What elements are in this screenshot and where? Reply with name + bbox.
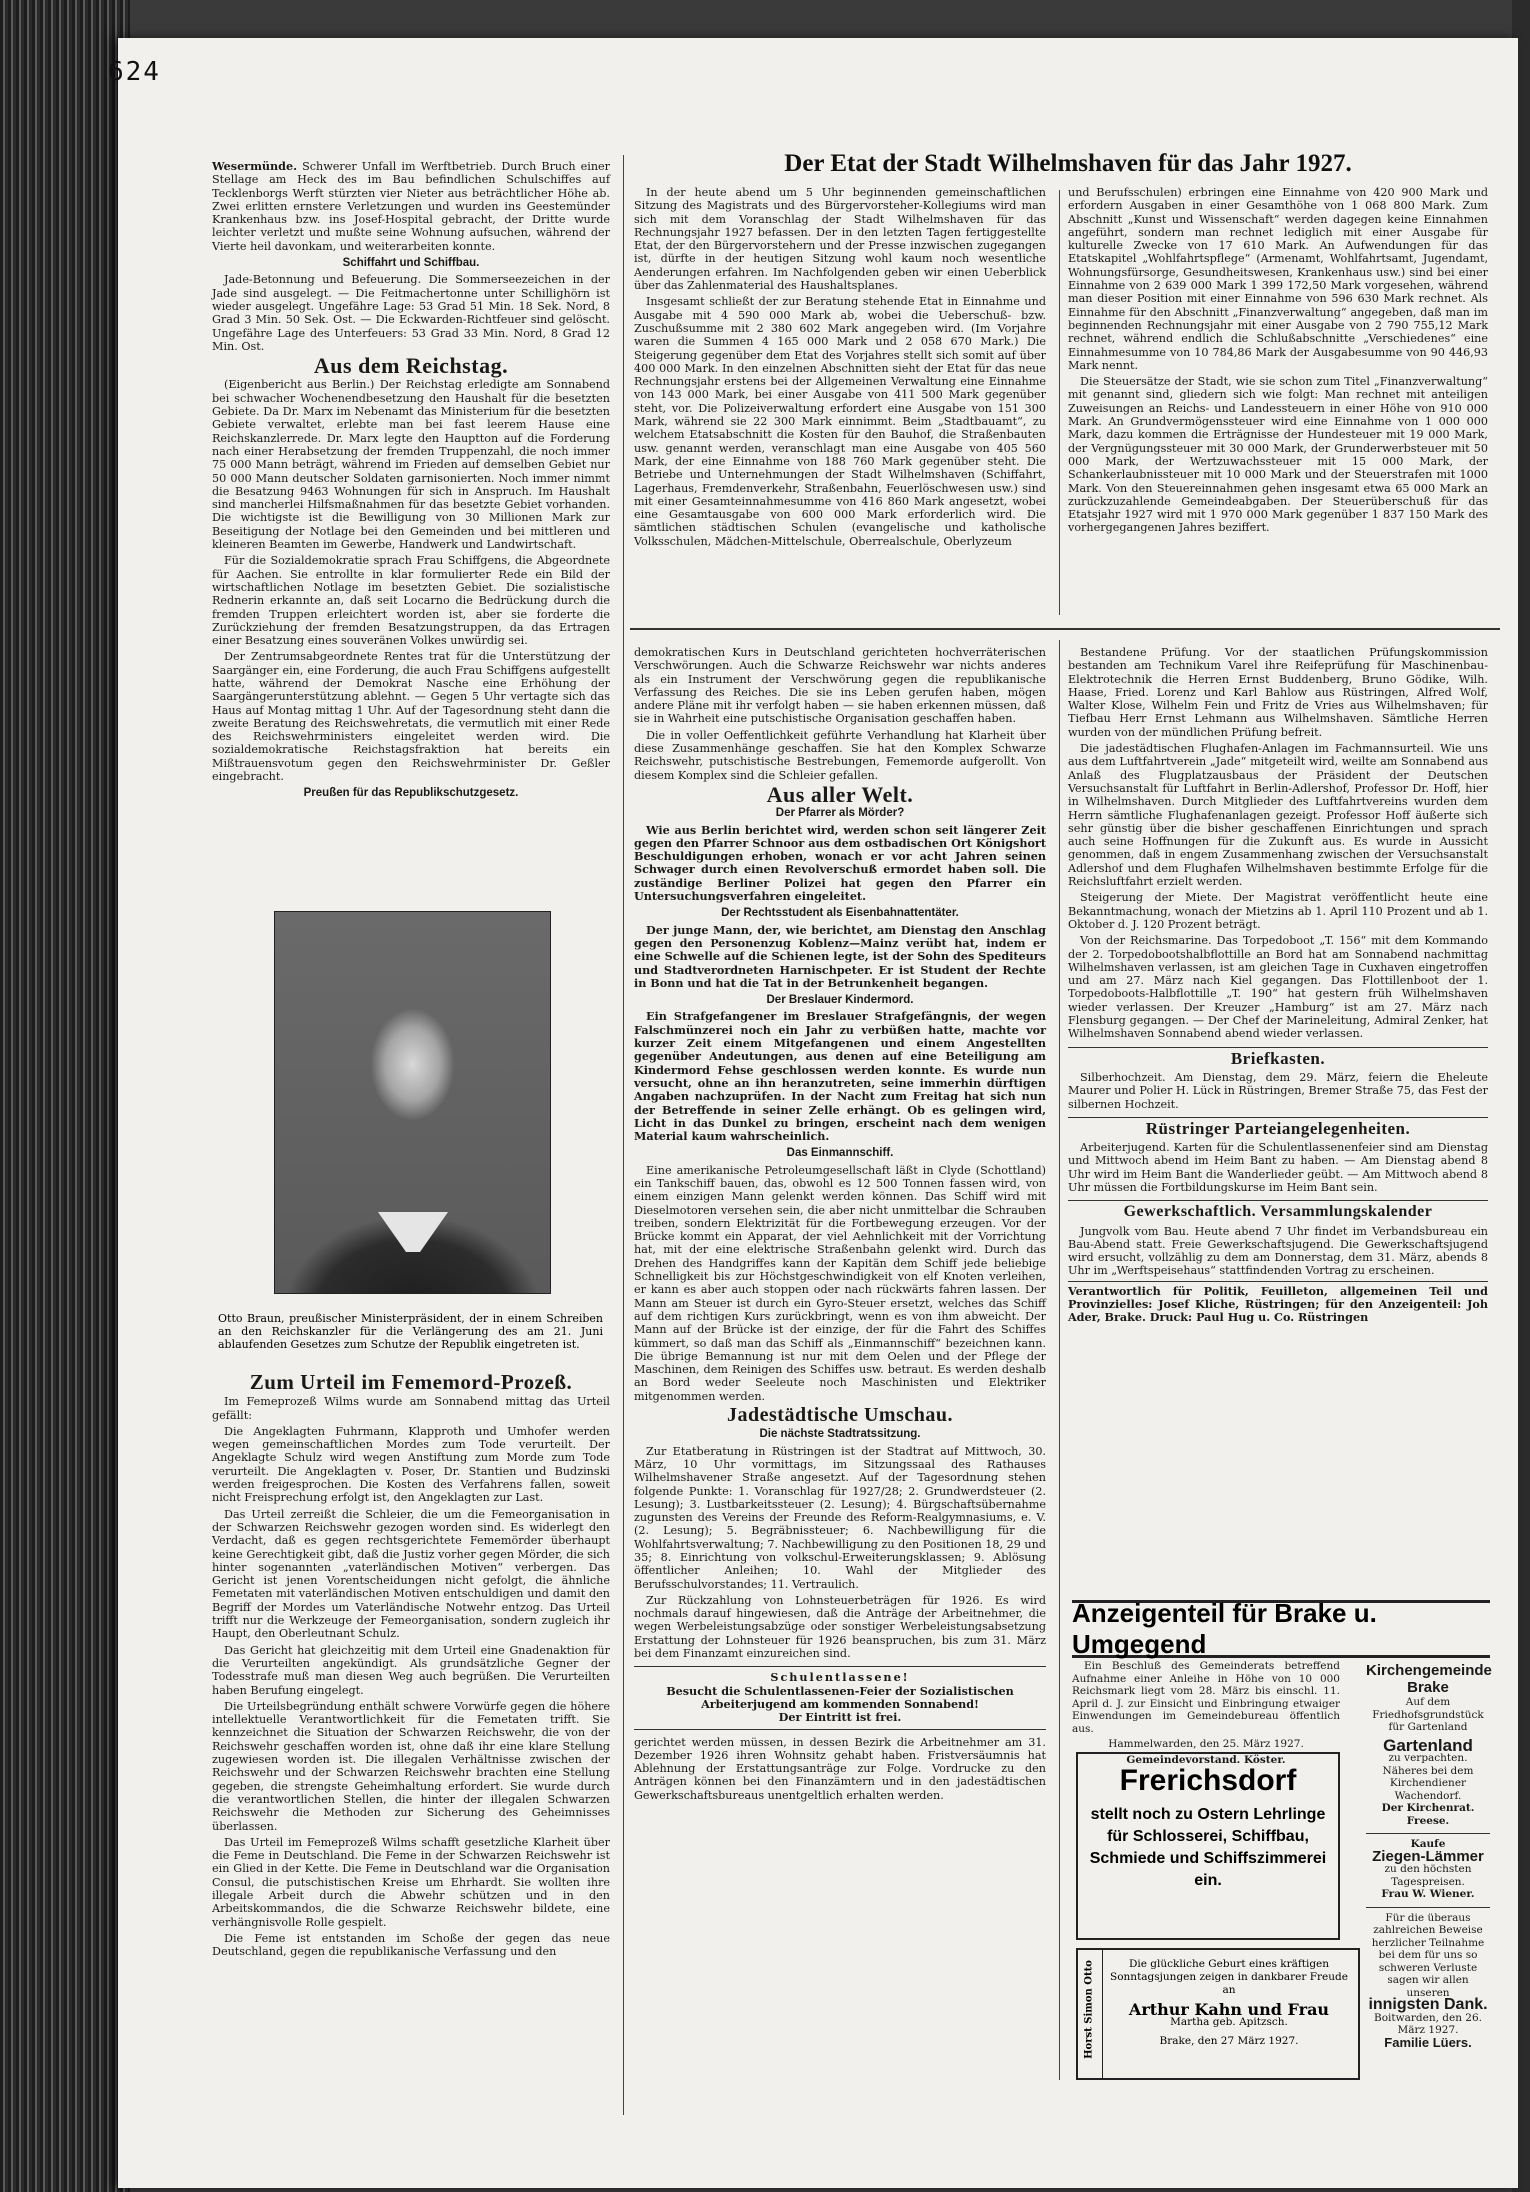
right-small-ads [1366, 1662, 1490, 2049]
photo-caption: Otto Braun, preußischer Ministerpräsident, der in einem Schreiben an den Reichskanzler für die Verlängerung des am 21. Juni ablaufenden Gesetzes zum Schutze der Republik eingetreten ist. [218, 1312, 603, 1351]
femeprozess-p2: Die Angeklagten Fuhrmann, Klapproth und Umhofer werden wegen gemeinschaftlichen Mordes zum Tode verurteilt. Der Angeklagte Schulz wird wegen Anstiftung zum Morde zum Tode verurteilt. Die Angeklagten v. Poser, Dr. Stantien und Budzinski werden freigesprochen. Die Kosten des Verfahrens fallen, soweit nicht Freisprechung erfolgt ist, den Angeklagten zur Last. [212, 1424, 610, 1505]
frerichsdorf-text: stellt noch zu Ostern Lehrlinge für Schlosserei, Schiffbau, Schmiede und Schiffszimmerei ein. [1089, 1806, 1327, 1889]
reichstag-p1: (Eigenbericht aus Berlin.) Der Reichstag erledigte am Sonnabend bei schwacher Wochenendbesetzung den Haushalt für die besetzten Gebiete. Da Dr. Marx im Nebenamt das Ministerium für die besetzten Gebiete verwaltet, erlebte man bei fast leerem Hause eine Reichskanzlerrede. Dr. Marx legte den Hauptton auf die Forderung nach einer Herabsetzung der fremden Truppenzahl, die noch immer 75 000 Mann beträgt, während im Frieden auf demselben Gebiet nur 50 000 Mann deutscher Soldaten garnisonierten. Noch immer nimmt die Besatzung 9463 Wohnungen für sich in Anspruch. Im Haushalt sind mancherlei Hilfsmaßnahmen für das besetzte Gebiet vorhanden. Die wichtigste ist die Bewilligung von 30 Millionen Mark zur Beseitigung der Notlage bei den Gemeinden und bei mittleren und kleineren Beamten im Gewerbe, Handwerk und Landwirtschaft. [212, 378, 610, 552]
dank-heading: innigsten Dank. [1368, 1996, 1488, 2013]
column-rule [623, 155, 624, 2115]
femeprozess-p3: Das Urteil zerreißt die Schleier, die um die Femeorganisation in der Schwarzen Reichswehr gezogen worden sind. Es widerlegt den Verdacht, daß es gegen rechtsgerichtete Fememörder überhaupt keine Gerechtigkeit gibt, daß die Justiz vorher gegen Mörder, die sich hinter sogenannten „vaterländischen Motiven“ verbergen. Das Gericht ist jenen Vorentscheidungen nicht gefolgt, die ähnliche Femetaten mit vaterländischen Motiven entschuldigen und damit den Begriff der Mordes um Vaterländische Notwehr entzog. Das Urteil trifft nur die Werkzeuge der Femeorganisation, sondern zugleich ihr Haupt, den Oberleutnant Schulz. [212, 1507, 610, 1641]
etat-column-1 [634, 186, 1046, 551]
marine-text: Von der Reichsmarine. Das Torpedoboot „T. 156“ mit dem Kommando der 2. Torpedobootshalbflottille an Bord hat am Sonnabend nachmittag Wilhelmshaven verlassen, ist am gleichen Tage in Cuxhaven eingetroffen und am 27. März nach Kiel gegangen. Das Flottillenboot der 1. Torpedoboots-Halbflottille „T. 190“ hat gestern früh Wilhelmshaven wieder verlassen. Der Kreuzer „Hamburg“ ist am 27. März nach Flensburg gegangen. — Der Chef der Marineleitung, Admiral Zenker, hat Wilhelmshaven Sonnabend abend wieder verlassen. [1068, 934, 1488, 1041]
breslau-text: Ein Strafgefangener im Breslauer Strafgefängnis, der wegen Falschmünzerei noch ein Jahr zu verbüßen hatte, machte vor kurzer Zeit einem Mitgefangenen und einem Angestellten gegenüber Andeutungen, aus denen auf eine Beteiligung am Kindermord Fehse geschlossen werden konnte. Es wurde nun versucht, ohne an ihn heranzutreten, seine immerhin dürftigen Angaben nachzuprüfen. In der Nacht zum Freitag hat sich nun der Betreffende in seiner Zelle erhängt. Ob es gelingen wird, Licht in das Dunkel zu bringen, erscheint nach dem wenigen Material kaum wahrscheinlich. [634, 1009, 1046, 1144]
femeprozess-p4: Das Gericht hat gleichzeitig mit dem Urteil eine Gnadenaktion für die Verurteilten angekündigt. Als grundsätzliche Gegner der Todesstrafe muß man diesen Weg auch begrüßen. Die Verurteilten haben Berufung eingelegt. [212, 1643, 610, 1697]
student-text: Der junge Mann, der, wie berichtet, am Dienstag den Anschlag gegen den Personenzug Koblenz—Mainz verübt hat, indem er eine Schwelle auf die Schienen legte, ist der Sohn des Spediteurs und Stadtverordneten Harnischpeter. Er ist Student der Rechte in Bonn und hat die Tat in der Betrunkenheit begangen. [634, 922, 1046, 990]
birth-names: Arthur Kahn und Frau [1128, 2000, 1330, 2019]
breslau-heading: Der Breslauer Kindermord. [766, 994, 914, 1007]
right-column [1068, 646, 1488, 1328]
birth-ad [1076, 1948, 1360, 2080]
left-column [212, 160, 610, 804]
left-column-lower [212, 1370, 610, 1961]
femeprozess-p7: Die Feme ist entstanden im Schoße der gegen das neue Deutschland, gegen die republikanische Verfassung und den [212, 1931, 610, 1959]
flughafen-text: Die jadestädtischen Flughafen-Anlagen im Fachmannsurteil. Wie uns aus dem Luftfahrtverein „Jade“ mitgeteilt wird, weilte am Sonnabend aus Anlaß des Flugplatzausbaus der Präsident der Deutschen Versuchsanstalt für Luftfahrt in Berlin-Adlershof, Professor Dr. Hoff, hier in Wilhelmshaven. Durch Mitglieder des Luftfahrtvereins wurden dem Herrn sämtliche Flughafenanlagen gezeigt. Professor Hoff äußerte sich sehr günstig über die bisher geschaffenen Einrichtungen und sprach auch seine Hoffnungen für die Zukunft aus. Es wurde in Aussicht genommen, daß in engem Zusammenhang zwischen der Versuchsanstalt Adlershof und dem Flughafen Wilhelmshaven bestimmte Erfolge für die Reichsluftfahrt erzielt werden. [1068, 742, 1488, 889]
gemeinde-ad-place: Hammelwarden, den 25. März 1927. [1108, 1738, 1304, 1750]
section-rule [630, 628, 1500, 630]
etat-p3: und Berufsschulen) erbringen eine Einnahme von 420 900 Mark und erfordern Ausgaben in einer Gesamthöhe von 1 068 800 Mark. Zum Abschnitt „Kunst und Wissenschaft“ werden dagegen keine Einnahmen angeführt, sondern man rechnet lediglich mit einer Ausgabe für kulturelle Zwecke von 17 610 Mark. An Aufwendungen für das Etatskapitel „Wohlfahrtspflege“ (Armenamt, Wohlfahrtsamt, Jugendamt, Wohnungsfürsorge, Gesundheitswesen, Krankenhaus usw.) sind bei einer Einnahme von 2 639 000 Mark 1 399 172,50 Mark vorgesehen, während man dieser Position mit einer Einnahme von 596 630 Mark rechnet. Als Einnahme für den Abschnitt „Finanzverwaltung“ angegeben, daß man im beginnenden Rechnungsjahr mit einer Ausgabe von 2 790 755,12 Mark rechnet, während endlich die Schlußabschnitte „Verschiedenes“ eine Einnahmesumme von 10 784,86 Mark der Ausgabesumme von 90 446,93 Mark nennt. [1068, 186, 1488, 372]
garten-text: zu verpachten. Näheres bei dem Kirchendiener Wachendorf. [1382, 1752, 1474, 1802]
partei-heading: Rüstringer Parteiangelegenheiten. [1068, 1117, 1488, 1135]
column-rule [1059, 190, 1060, 615]
femeprozess-heading: Zum Urteil im Fememord-Prozeß. [249, 1370, 573, 1394]
lohn-text: Zur Rückzahlung von Lohnsteuerbeträgen für 1926. Es wird nochmals darauf hingewiesen, daß die Anträge der Arbeitnehmer, die wegen Werbeleistungsabzüge oder sonstiger Werbeleistungsabsetzung Erstattung der Lohnsteuer für 1926 beanspruchen, bis zum 31. März bei dem Finanzamt einzureichen sind. [634, 1593, 1046, 1661]
anzeigen-banner: Anzeigenteil für Brake u. Umgegend [1072, 1598, 1377, 1659]
portrait-photo [274, 911, 551, 1294]
freese: Freese. [1406, 1814, 1450, 1827]
birth-maiden: Martha geb. Apitzsch. [1170, 2016, 1288, 2028]
femeprozess-p6: Das Urteil im Femeprozeß Wilms schafft gesetzliche Klarheit über die Feme in Deutschland. Die Feme in der Schwarzen Reichswehr ist ein Glied in der Kette. Die Feme in Deutschland war die Organisation Consul, die putschistischen Kreise um Ehrhardt. Sie wollten ihre illegale Arbeit durch die Abwehr schützen und in den Arbeitskommandos, die die Schwarze Reichswehr bildete, eine verhängnisvolle Rolle gespielt. [212, 1835, 610, 1929]
reichstag-p2: Für die Sozialdemokratie sprach Frau Schiffgens, die Abgeordnete für Aachen. Sie entrollte in klar formulierter Rede ein Bild der wirtschaftlichen Notlage im besetzten Gebiet. Die sozialistische Rednerin erkannte an, daß seit Locarno die Bedrückung durch die fremden Truppen erleichtert worden ist, aber sie forderte die Zurückziehung der fremden Besatzungstruppen, da das Ertragen einer Besatzung eines souveränen Volkes unwürdig sei. [212, 554, 610, 648]
partei-text: Arbeiterjugend. Karten für die Schulentlassenenfeier sind am Dienstag und Mittwoch abend im Heim Bant zu haben. — Am Dienstag abend 8 Uhr wird im Heim Bant die Wanderlieder geübt. — Am Mittwoch abend 8 Uhr müssen die Fortbildungskurse im Heim Bant sein. [1068, 1141, 1488, 1194]
femeprozess-p5: Die Urteilsbegründung enthält schwere Vorwürfe gegen die höhere intellektuelle Verantwortlichkeit für die Femetaten trifft. Sie kennzeichnet die Situation der Schwarzen Reichswehr, die von der Reichswehr geschaffen worden ist, ohne daß ihr eine klare Stellung zugewiesen worden ist. Die illegalen Verhältnisse zwischen der Reichswehr und der Schwarzen Reichswehr brachten eine Stellung gegeben, die strengste Geheimhaltung erfordert. Sie wurde durch die verantwortlichen Stellen, die hinter der illegalen Schwarzen Reichswehr die Methoden zur Sicherung des Geheimnisses überlassen. [212, 1699, 610, 1833]
schiff-heading: Das Einmannschiff. [786, 1147, 894, 1160]
birth-side-box [1078, 1950, 1103, 2078]
birth-text: Die glückliche Geburt eines kräftigen Sonntagsjungen zeigen in dankbarer Freude an [1110, 1958, 1348, 1996]
welt-heading: Aus aller Welt. [766, 781, 914, 807]
kirchenrat: Der Kirchenrat. [1381, 1802, 1475, 1814]
jade-heading: Jadestädtische Umschau. [727, 1404, 953, 1427]
notice-foot: Der Eintritt ist frei. [778, 1710, 902, 1725]
reichstag-heading: Aus dem Reichstag. [313, 353, 509, 379]
miete-text: Steigerung der Miete. Der Magistrat veröffentlicht heute eine Bekanntmachung, wonach der Mietzins ab 1. April 110 Prozent und ab 1. Oktober d. J. 120 Prozent beträgt. [1068, 891, 1488, 931]
gemeinde-ad-text: Ein Beschluß des Gemeinderats betreffend Aufnahme einer Anleihe in Höhe von 10 000 Reichsmark liegt vom 28. März bis einschl. 11. April d. J. zur Einsicht und Einbringung etwaiger Einwendungen im Gemeindebureau öffentlich aus. [1072, 1660, 1340, 1735]
anzeigen-banner-box [1072, 1600, 1490, 1658]
ziegen-text: zu den höchsten Tagespreisen. [1384, 1863, 1472, 1888]
gewerk-heading: Gewerkschaftlich. Versammlungskalender [1068, 1200, 1488, 1218]
shipping-text: Jade-Betonnung und Befeuerung. Die Sommerseezeichen in der Jade sind ausgelegt. — Die Feitmachertonne unter Schillighörn ist wieder ausgelegt. Ungefähre Lage: 53 Grad 51 Min. 18 Sek. Nord, 8 Grad 3 Min. 50 Sek. Ost. — Die Eckwarden-Richtfeuer sind gelöscht. Ungefähre Lage des Unterfeuers: 53 Grad 33 Min. Nord, 8 Grad 12 Min. Ost. [212, 273, 610, 353]
kirche-heading: Kirchengemeinde Brake [1366, 1662, 1492, 1696]
schiff-text: Eine amerikanische Petroleumgesellschaft läßt in Clyde (Schottland) ein Tankschiff bauen, das, obwohl es 12 500 Tonnen fassen wird, von einem einzigen Mann gelenkt werden können. Das Schiff wird mit Dieselmotoren versehen sein, die aber nicht unmittelbar die Schrauben treiben, sondern Elektrizität für die Fortbewegung erzeugen. Vor der Brücke kommt ein Apparat, der viel Aehnlichkeit mit der Vorrichtung hat, mit der eine elektrische Straßenbahn gelenkt wird. Durch das Drehen des Handgriffes kann der Kapitän dem Schiff jede beliebige Schnelligkeit bis zur Höchstgeschwindigkeit von elf Knoten verleihen, er kann es aber auch stoppen oder nach rückwärts fahren lassen. Der Mann am Steuer ist durch ein Gyro-Steuer ersetzt, welches das Schiff auf dem richtigen Kurs zurückbringt, wenn es von ihm abweicht. Der Mann auf der Brücke ist der einzige, der für die Fahrt des Schiffes kümmert, so daß man das Schiff als „Einmannschiff“ bezeichnen kann. Die übrige Bemannung ist nur mit dem Oelen und der Pflege der Maschinen, dem Reinigen des Schiffes usw. betraut. Es werden deshalb an Bord weder Seeleute noch Maschinisten und Elektriker mitgenommen werden. [634, 1163, 1046, 1403]
frerichsdorf-title: Frerichsdorf [1119, 1764, 1297, 1797]
impressum: Verantwortlich für Politik, Feuilleton, allgemeinen Teil und Provinzielles: Josef Kliche, Rüstringen; für den Anzeigenteil: Joh Ader, Brake. Druck: Paul Hug u. Co. Rüstringen [1068, 1281, 1488, 1325]
prufung-text: Bestandene Prüfung. Vor der staatlichen Prüfungskommission bestanden am Technikum Varel ihre Reifeprüfung für Maschinenbau-Elektrotechnik die Herren Ernst Buddenberg, Bruno Gödike, Wilh. Haase, Fried. Lorenz und Karl Bahlow aus Rüstringen, Alfred Wolf, Walter Klose, Wilhelm Fein und Fritz de Vries aus Wilhelmshaven; für Tiefbau Herr Ernst Lehmann aus Wilhelmshaven. Sämtliche Herren wurden von der mündlichen Prüfung befreit. [1068, 646, 1488, 739]
dank-family: Familie Lüers. [1384, 2034, 1472, 2050]
etat-column-2 [1068, 186, 1488, 538]
femeprozess-p1: Im Femeprozeß Wilms wurde am Sonnabend mittag das Urteil gefällt: [212, 1395, 610, 1422]
etat-p2: Insgesamt schließt der zur Beratung stehende Etat in Einnahme und Ausgabe mit 4 590 000 Mark ab, wobei die Ueberschuß- bzw. Zuschußsumme mit 2 380 602 Mark angegeben wird. (Im Vorjahre waren die Summen 4 165 000 Mark und 2 058 670 Mark.) Die Steigerung gegenüber dem Etat des Vorjahres stellt sich somit auf über 400 000 Mark. In den einzelnen Abschnitten sieht der Etat für das neue Rechnungsjahr erstens bei der Allgemeinen Verwaltung eine Einnahme von 143 000 Mark, bei einer Ausgabe von 411 500 Mark gegenüber steht, vor. Die Polizeiverwaltung erfordert eine Ausgabe von 151 300 Mark, während sie 22 300 Mark einnimmt. Beim „Stadtbauamt“, zu welchem Etatsabschnitt die Kosten für den Bauhof, die Straßenbauten usw. genannt werden, veranschlagt man eine Ausgabe von 405 560 Mark, der eine Einnahme von 188 760 Mark gegenüber steht. Die Betriebe und Unternehmungen der Stadt Wilhelmshaven (Schiffahrt, Lagerhaus, Fremdenverkehr, Straßenbahn, Feuerlöschwesen usw.) sind mit einer Gesamteinnahmesumme von 416 860 Mark angesetzt, wobei eine Gesamtausgabe von 600 000 Mark erforderlich wird. Die sämtlichen städtischen Schulen (evangelische und katholische Volksschulen, Mädchen-Mittelschule, Oberrealschule, Oberlyzeum [634, 295, 1046, 548]
gewerk-text: Jungvolk vom Bau. Heute abend 7 Uhr findet im Verbandsbureau ein Bau-Abend statt. Freie Gewerkschaftsjugend. Die Gewerkschaftsjugend wird ersucht, vollzählig zu dem am Donnerstag, dem 31. März, abends 8 Uhr im „Werftspeisehaus“ stattfindenden Vortrag zu erscheinen. [1068, 1224, 1488, 1278]
notice-body: Besucht die Schulentlassenen-Feier der Sozialistischen Arbeiterjugend am kommenden Sonnabend! [666, 1683, 1014, 1711]
pfarrer-heading: Der Pfarrer als Mörder? [775, 807, 905, 820]
intro-text: Schwerer Unfall im Werftbetrieb. Durch Bruch einer Stellage am Heck des im Bau befindlichen Schulschiffes auf Tecklenborgs Werft stürzten vier Nieter aus beträchtlicher Höhe ab. Zwei erlitten ernstere Verletzungen und wurden ins Geestemünder Krankenhaus bzw. ins Josef-Hospital gebracht, der Dritte wurde leichter verletzt und mußte seine Wohnung aufsuchen, während der Vierte heil davonkam, und weiterarbeiten konnte. [212, 160, 610, 253]
etat-p4: Die Steuersätze der Stadt, wie sie schon zum Titel „Finanzverwaltung“ mit genannt sind, gliedern sich wie folgt: Man rechnet mit anteiligen Zuweisungen an Reichs- und Landessteuern in einer Höhe von 910 000 Mark. An Grundvermögenssteuer wird eine Einnahme von 1 000 000 Mark, dazu kommen die Erträgnisse der Hundesteuer mit 19 000 Mark, der Vergnügungssteuer mit 30 000 Mark, der Grunderwerbsteuer mit 50 000 Mark, der Wertzuwachssteuer mit 15 000 Mark, der Schankerlaubnissteuer mit 10 000 Mark und der Steuerstrafen mit 1000 Mark. Von den Steuereinnahmen gehen insgesamt etwa 65 000 Mark an zurückzuzahlende Gemeindeabgaben. Der Steuerüberschuß für das Etatsjahr 1927 wird mit 1 970 000 Mark gegenüber 1 837 150 Mark des vorhergegangenen Jahres beziffert. [1068, 375, 1488, 535]
kirche-text: Auf dem Friedhofsgrundstück für Gartenland [1372, 1696, 1484, 1733]
notice-box [634, 1666, 1046, 1729]
book-binding-edge [0, 0, 130, 2192]
mid-top-text: demokratischen Kurs in Deutschland gerichteten hochverräterischen Verschwörungen. Auch die Schwarze Reichswehr war nichts anderes als ein Instrument der Verschwörung gegen die republikanische Verfassung des Reiches. Die sie ins Leben gerufen haben, mögen andere Pläne mit ihr verfolgt haben — sie haben erkennen müssen, daß sie in Wahrheit eine putschistische Organisation geschaffen haben. [634, 646, 1046, 726]
mid-bottom-text: gerichtet werden müssen, in dessen Bezirk die Arbeitnehmer am 31. Dezember 1926 ihren Wohnsitz gehabt haben. Fristversäumnis hat Ablehnung der Erstattungsanträge zur Folge. Vordrucke zu den Anträgen können bei den Finanzämtern und in den jadestädtischen Gewerkschaftsbureaus unentgeltlich erhalten werden. [634, 1735, 1046, 1802]
student-heading: Der Rechtsstudent als Eisenbahnattentäter. [721, 907, 959, 920]
briefkasten-text: Silberhochzeit. Am Dienstag, dem 29. März, feiern die Eheleute Maurer und Polier H. Lück in Rüstringen, Bremer Straße 75, das Fest der silbernen Hochzeit. [1068, 1070, 1488, 1111]
main-headline: Der Etat der Stadt Wilhelmshaven für das Jahr 1927. [784, 150, 1352, 177]
briefkasten-heading: Briefkasten. [1068, 1047, 1488, 1065]
dank-place: Boitwarden, den 26. März 1927. [1374, 2011, 1482, 2036]
mid-top-text-2: Die in voller Oeffentlichkeit geführte Verhandlung hat Klarheit über diese Zusammenhänge geschaffen. Sie hat den Komplex Schwarze Reichswehr, putschistische Bestrebungen, Fememorde aufgerollt. Von diesem Komplex sind die Schleier gefallen. [634, 728, 1046, 782]
shipping-heading: Schiffahrt und Schiffbau. [342, 257, 480, 270]
garten-heading: Gartenland [1383, 1735, 1473, 1755]
birth-side-name: Horst Simon Otto [1083, 1960, 1095, 2059]
gemeinde-ad-sig: Gemeindevorstand. Köster. [1126, 1753, 1286, 1766]
dank-text: Für die überaus zahlreichen Beweise herzlicher Teilnahme bei dem für uns so schweren Verluste sagen wir allen unseren [1366, 1907, 1490, 2000]
notice-head: Schulentlassene! [770, 1670, 910, 1685]
middle-column [634, 646, 1046, 1805]
birth-place: Brake, den 27 März 1927. [1159, 2035, 1299, 2047]
pfarrer-text: Wie aus Berlin berichtet wird, werden schon seit längerer Zeit gegen den Pfarrer Schnoor aus dem ostbadischen Ort Königshort Beschuldigungen erhoben, wonach er vor acht Jahren seinen Schwager durch einen Revolverschuß ermordet haben soll. Die zuständige Berliner Polizei hat gegen den Pfarrer ein Untersuchungsverfahren eingeleitet. [634, 822, 1046, 904]
column-rule [1059, 640, 1060, 2080]
intro-lead: Wesermünde. [212, 159, 298, 173]
jade-sub: Die nächste Stadtratssitzung. [759, 1428, 921, 1441]
etat-p1: In der heute abend um 5 Uhr beginnenden gemeinschaftlichen Sitzung des Magistrats und des Bürgervorsteher-Kollegiums wird man sich mit dem Voranschlag der Stadt Wilhelmshaven für das Rechnungsjahr 1927 befassen. Der in den letzten Tagen fertiggestellte Etat, der den Bürgervorstehern und der Presse inzwischen zugegangen ist, dürfte in der heutigen Sitzung wohl kaum noch wesentliche Aenderungen erfahren. Im Nachfolgenden geben wir einen Ueberblick über das Zahlenmaterial des Haushaltsplanes. [634, 186, 1046, 293]
frerichsdorf-ad [1076, 1752, 1340, 1940]
jade-text: Zur Etatberatung in Rüstringen ist der Stadtrat auf Mittwoch, 30. März, 10 Uhr vormittags, im Sitzungssaal des Rathauses Wilhelmshavener Straße angesetzt. Auf der Tagesordnung stehen folgende Punkte: 1. Voranschlag für 1927/28; 2. Grundwerdsteuer (2. Lesung); 3. Lustbarkeitssteuer (2. Lesung); 4. Bürgschaftsübernahme zugunsten des Vereins der Freunde des Reform-Realgymnasiums, e. V. (2. Lesung); 5. Begräbnissteuer; 6. Nachbewilligung für die Wohlfahrtsverwaltung; 7. Nachbewilligung zu den Positionen 18, 29 und 35; 8. Einrichtung von volkschul-Erweiterungsklassen; 9. Ablösung öffentlicher Anleihen; 10. Wahl der Mitglieder des Berufsschulvorstandes; 11. Vertraulich. [634, 1444, 1046, 1591]
reichstag-p3: Der Zentrumsabgeordnete Rentes trat für die Unterstützung der Saargänger ein, eine Forderung, die auch Frau Schiffgens aufgestellt hatte, während der Demokrat Nasche eine Erhöhung der Saargängerunterstützung ablehnt. — Gegen 5 Uhr vertagte sich das Haus auf Montag mittag 1 Uhr. Auf der Tagesordnung steht dann die zweite Beratung des Reichswehretats, die vermutlich mit einer Rede des Reichswehrministers eingeleitet werden wird. Die sozialdemokratische Reichstagsfraktion hat bereits ein Mißtrauensvotum gegen den Reichswehrminister Dr. Geßler eingebracht. [212, 650, 610, 784]
photo-title: Preußen für das Republikschutzgesetz. [303, 787, 519, 800]
page-number: 624 [108, 57, 161, 87]
ziegen-pre: Kaufe [1366, 1833, 1490, 1851]
ziegen-name: Frau W. Wiener. [1381, 1888, 1475, 1900]
ziegen-heading: Ziegen-Lämmer [1372, 1847, 1484, 1865]
